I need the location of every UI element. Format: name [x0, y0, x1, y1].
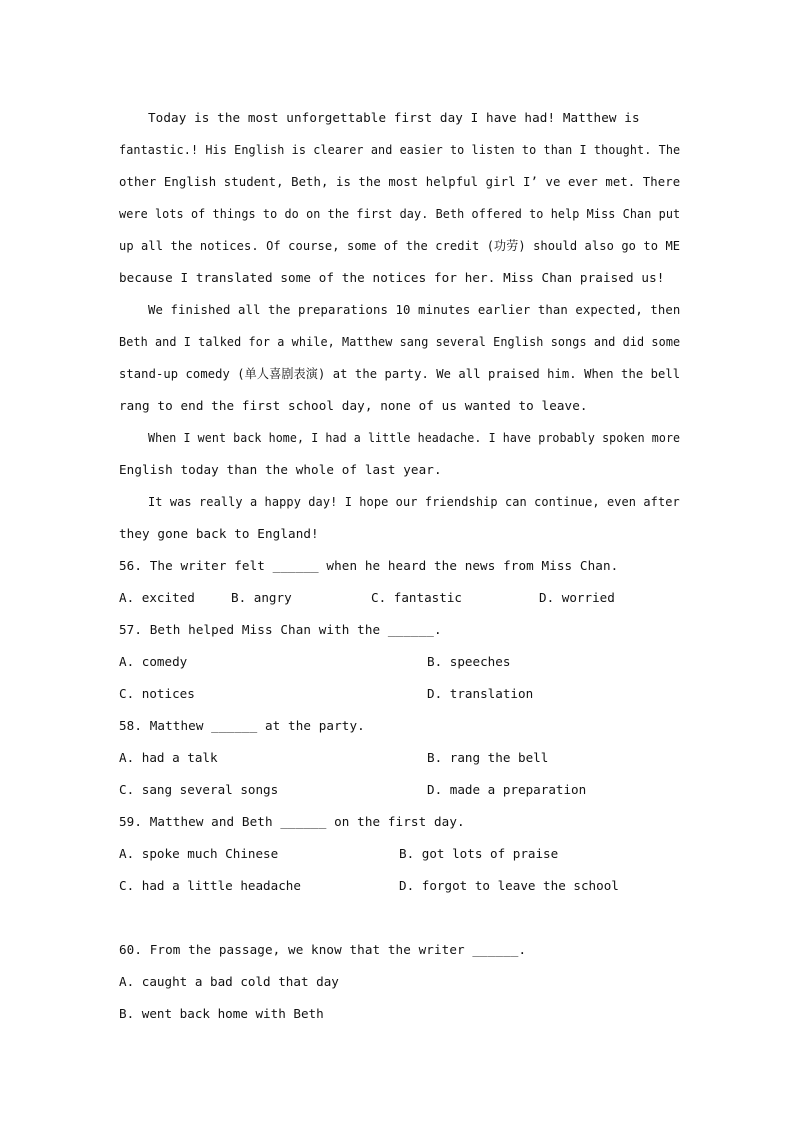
- option-d: D. translation: [427, 686, 534, 701]
- option-a: A. comedy: [119, 654, 188, 669]
- passage-line: because I translated some of the notices for her. Miss Chan praised us!: [119, 270, 665, 285]
- option-b: B. got lots of praise: [399, 846, 559, 861]
- passage-line: fantastic.! His English is clearer and easier to listen to than I thought. The: [119, 142, 681, 157]
- option-c: C. notices: [119, 686, 195, 701]
- option-a: A. had a talk: [119, 750, 218, 765]
- option-a: A. spoke much Chinese: [119, 846, 279, 861]
- passage-line: We finished all the preparations 10 minutes earlier than expected, then: [148, 302, 681, 317]
- question-stem: 59. Matthew and Beth ______ on the first day.: [119, 814, 465, 829]
- question-stem: 56. The writer felt ______ when he heard the news from Miss Chan.: [119, 558, 619, 573]
- passage-line: stand-up comedy (单人喜剧表演) at the party. We all praised him. When the bell: [119, 366, 681, 381]
- passage-line: they gone back to England!: [119, 526, 319, 541]
- option-b: B. went back home with Beth: [119, 1006, 324, 1021]
- passage-line: Beth and I talked for a while, Matthew sang several English songs and did some: [119, 334, 681, 349]
- question-stem: 57. Beth helped Miss Chan with the ______.: [119, 622, 442, 637]
- option-b: B. angry: [231, 590, 292, 605]
- question-stem: 58. Matthew ______ at the party.: [119, 718, 365, 733]
- option-c: C. sang several songs: [119, 782, 279, 797]
- passage-line: When I went back home, I had a little headache. I have probably spoken more: [148, 430, 681, 445]
- passage-line: English today than the whole of last year.: [119, 462, 442, 477]
- option-c: C. fantastic: [371, 590, 462, 605]
- passage-line: rang to end the first school day, none of us wanted to leave.: [119, 398, 588, 413]
- option-b: B. rang the bell: [427, 750, 549, 765]
- question-stem: 60. From the passage, we know that the writer ______.: [119, 942, 527, 957]
- passage-line: other English student, Beth, is the most helpful girl I’ ve ever met. There: [119, 174, 681, 189]
- option-d: D. worried: [539, 590, 615, 605]
- option-c: C. had a little headache: [119, 878, 301, 893]
- passage-line: up all the notices. Of course, some of the credit (功劳) should also go to ME: [119, 238, 681, 253]
- passage-line: were lots of things to do on the first day. Beth offered to help Miss Chan put: [119, 206, 681, 221]
- passage-line: Today is the most unforgettable first day I have had! Matthew is: [148, 110, 640, 125]
- option-a: A. excited: [119, 590, 195, 605]
- passage-line: It was really a happy day! I hope our friendship can continue, even after: [148, 494, 680, 509]
- option-d: D. made a preparation: [427, 782, 587, 797]
- option-d: D. forgot to leave the school: [399, 878, 619, 893]
- option-b: B. speeches: [427, 654, 511, 669]
- option-a: A. caught a bad cold that day: [119, 974, 339, 989]
